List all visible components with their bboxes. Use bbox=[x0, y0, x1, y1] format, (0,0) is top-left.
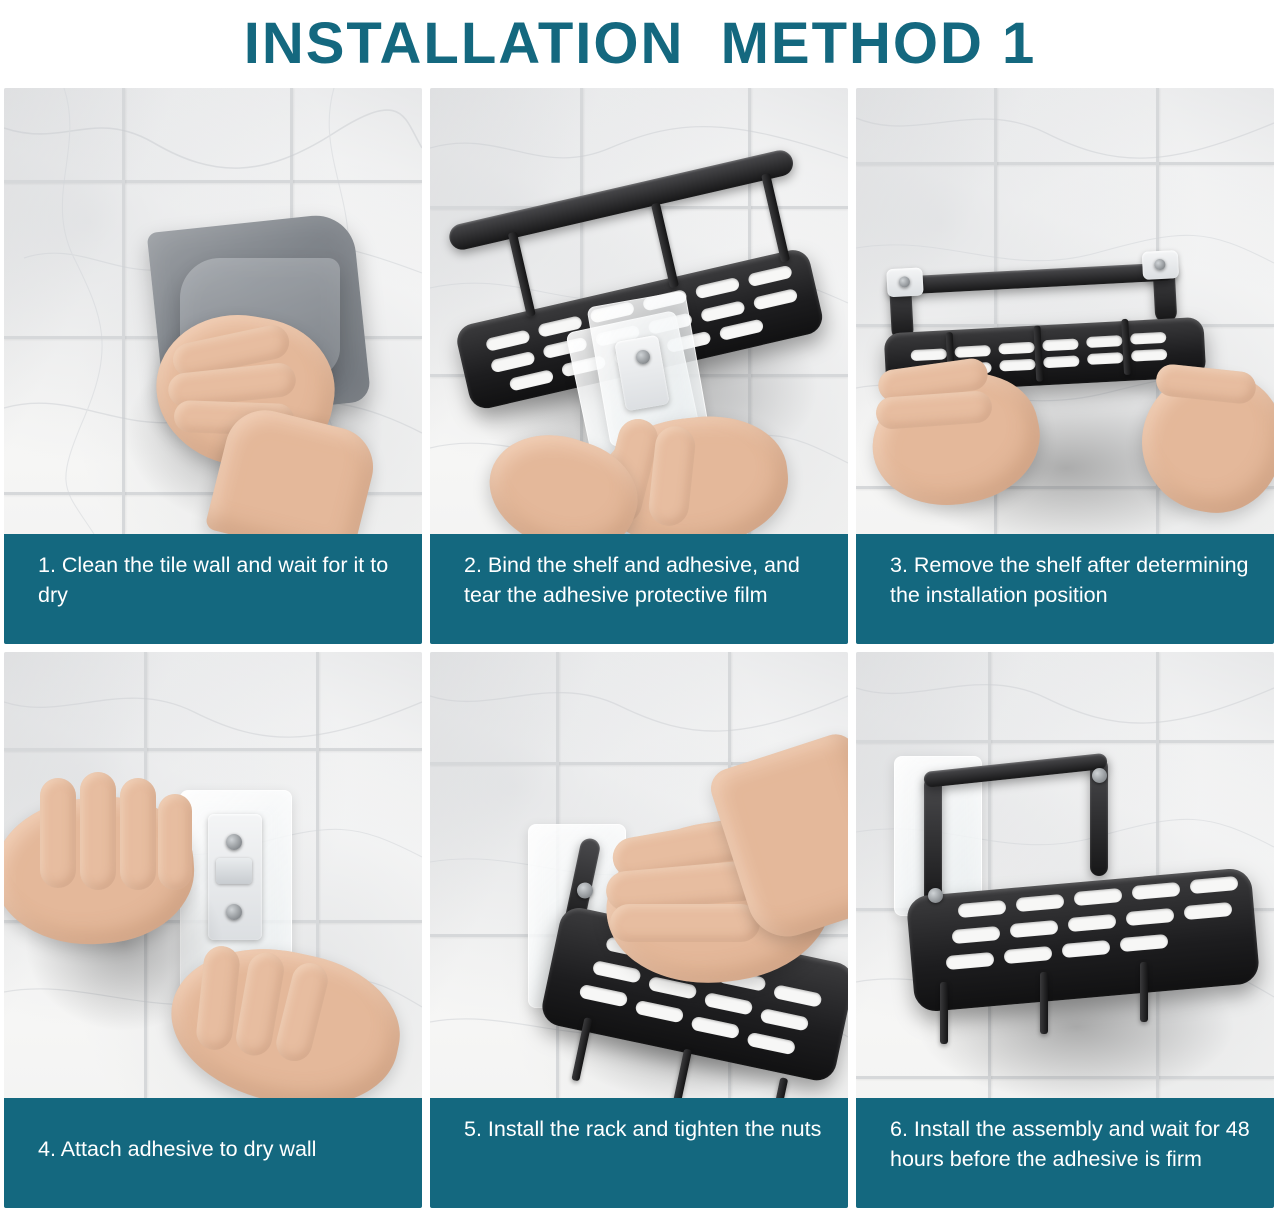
finger bbox=[120, 778, 156, 890]
step-card-5 bbox=[430, 652, 848, 1208]
step-card-6 bbox=[856, 652, 1274, 1208]
shelf-assembly bbox=[900, 756, 1260, 1016]
step-4-caption: 4. Attach adhesive to dry wall bbox=[4, 1098, 422, 1208]
screw-icon bbox=[1092, 768, 1107, 783]
step-card-4 bbox=[4, 652, 422, 1208]
step-1-image bbox=[4, 88, 422, 534]
page-title: INSTALLATION METHOD 1 bbox=[243, 10, 1037, 76]
finger bbox=[158, 794, 192, 890]
step-2-image bbox=[430, 88, 848, 534]
screw-icon bbox=[226, 904, 242, 920]
step-5-caption: 5. Install the rack and tighten the nuts bbox=[430, 1098, 848, 1208]
mount-bracket bbox=[216, 858, 252, 884]
screw-icon bbox=[636, 350, 650, 364]
step-4-image bbox=[4, 652, 422, 1098]
step-2-caption: 2. Bind the shelf and adhesive, and tear the adhesive protective film bbox=[430, 534, 848, 644]
step-3-caption: 3. Remove the shelf after determining the installation position bbox=[856, 534, 1274, 644]
step-6-caption: 6. Install the assembly and wait for 48 hours before the adhesive is firm bbox=[856, 1098, 1274, 1208]
step-card-1 bbox=[4, 88, 422, 644]
finger bbox=[40, 778, 76, 888]
step-1-caption: 1. Clean the tile wall and wait for it to dry bbox=[4, 534, 422, 644]
step-6-image bbox=[856, 652, 1274, 1098]
step-3-image bbox=[856, 88, 1274, 534]
step-5-image bbox=[430, 652, 848, 1098]
steps-grid bbox=[4, 88, 1276, 1208]
screw-icon bbox=[226, 834, 242, 850]
screw-icon bbox=[928, 888, 943, 903]
finger bbox=[80, 772, 116, 890]
finger bbox=[610, 904, 760, 942]
step-card-3 bbox=[856, 88, 1274, 644]
step-card-2 bbox=[430, 88, 848, 644]
